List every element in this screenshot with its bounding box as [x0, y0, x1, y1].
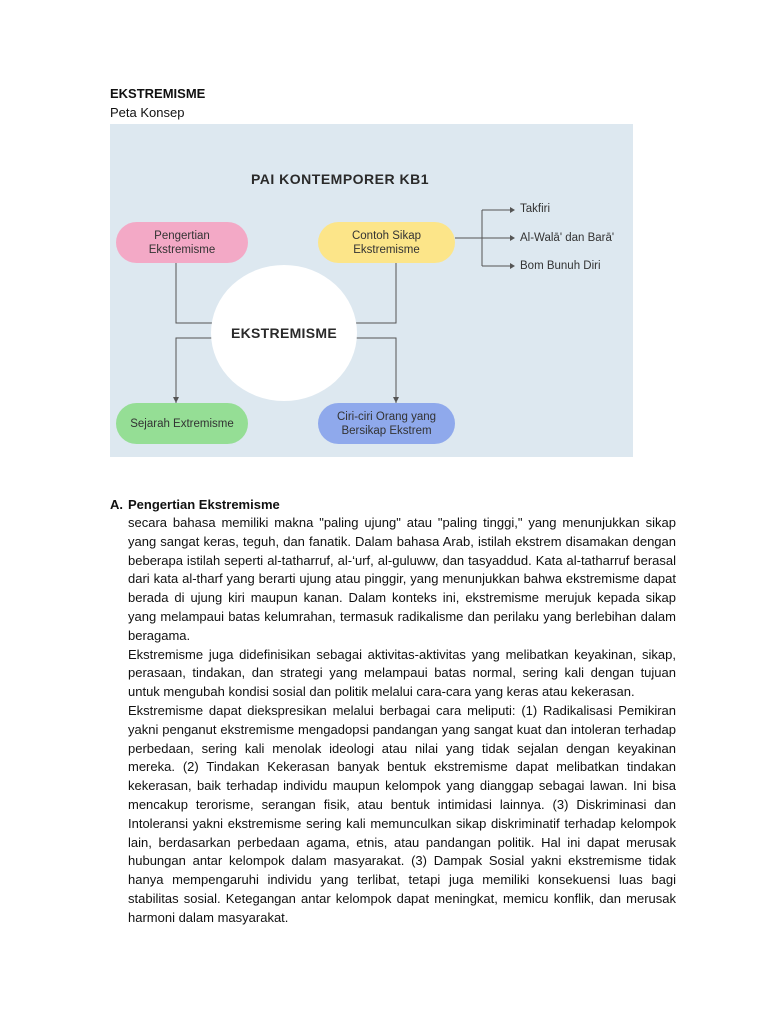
- connector-sejarah: [176, 338, 214, 403]
- example-bom-bunuh-diri: Bom Bunuh Diri: [520, 260, 601, 272]
- concept-map-title: PAI KONTEMPORER KB1: [250, 171, 430, 187]
- paragraph-expressions: Ekstremisme dapat diekspresikan melalui berbagai cara meliputi: (1) Radikalisasi Pemikiran yakni penganut ekstremisme mengadopsi pandangan yang sangat kuat dan intoleran terhadap perbedaan, sering kali menolak ideologi atau nilai yang tidak sejalan dengan keyakinan mereka. (2) Tindakan Kekerasan banyak bentuk ekstremisme dapat melibatkan tindakan kekerasan, baik terhadap individu maupun kelompok yang dianggap sebagai lawan. Ini bisa mencakup terorisme, serangan fisik, atau bentuk intimidasi lainnya. (3) Diskriminasi dan Intoleransi yakni ekstremisme sering kali memunculkan sikap diskriminatif terhadap kelompok lain, berdasarkan perbedaan agama, etnis, atau pandangan politik. Hal ini dapat merusak hubungan antar kelompok dalam masyarakat. (3) Dampak Sosial yakni ekstremisme tidak hanya mempengaruhi individu yang terlibat, tetapi juga memiliki konsekuensi luas bagi stabilitas sosial. Ketegangan antar kelompok dapat meningkat, memicu konflik, dan merusak harmoni dalam masyarakat.: [128, 702, 676, 925]
- center-node: EKSTREMISME: [211, 265, 357, 401]
- node-sejarah: Sejarah Extremisme: [116, 403, 248, 444]
- connector-ciri: [354, 338, 396, 403]
- paragraph-definition: secara bahasa memiliki makna "paling ujung" atau "paling tinggi," yang menunjukkan sikap yang sangat keras, teguh, dan fanatik. Dalam bahasa Arab, istilah ekstrem disamakan dengan beberapa istilah seperti al-tatharruf, al-‘urf, al-guluww, dan tasyaddud. Kata al-tatharruf berasal dari kata al-tharf yang berarti ujung atau pinggir, yang menunjukkan bahwa ekstremisme dapat berada di ujung kiri maupun kanan. Dalam konteks ini, ekstremisme merujuk kepada sikap yang melampaui batas kelumrahan, termasuk radikalisme dan perilaku yang berlebihan dalam beragama.: [128, 515, 676, 643]
- document-subtitle: Peta Konsep: [110, 105, 185, 120]
- section-a-heading: [110, 497, 280, 512]
- paragraph-activity: Ekstremisme juga didefinisikan sebagai aktivitas-aktivitas yang melibatkan keyakinan, sikap, perasaan, tindakan, dan strategi yang melampaui batas normal, sering kali dengan tujuan untuk mengubah kondisi sosial dan politik melalui cara-cara yang keras atau kekerasan.: [128, 646, 676, 700]
- arrowhead-example-3: [510, 263, 515, 269]
- connector-pengertian: [176, 263, 214, 323]
- node-contoh-sikap: Contoh Sikap Ekstremisme: [318, 222, 455, 263]
- node-pengertian: Pengertian Ekstremisme: [116, 222, 248, 263]
- example-al-wala-wal-bara: Al-Walā' dan Barā': [520, 232, 615, 244]
- section-a-title: Pengertian Ekstremisme: [128, 497, 280, 512]
- arrowhead-example-2: [510, 235, 515, 241]
- document-title: EKSTREMISME: [110, 86, 206, 101]
- arrowhead-example-1: [510, 207, 515, 213]
- section-a-body: [128, 514, 676, 928]
- example-takfiri: Takfiri: [520, 203, 551, 215]
- concept-map: [110, 124, 633, 457]
- section-a-marker: A.: [110, 497, 123, 512]
- connector-contoh: [354, 263, 396, 323]
- node-ciri-ciri: Ciri-ciri Orang yang Bersikap Ekstrem: [318, 403, 455, 444]
